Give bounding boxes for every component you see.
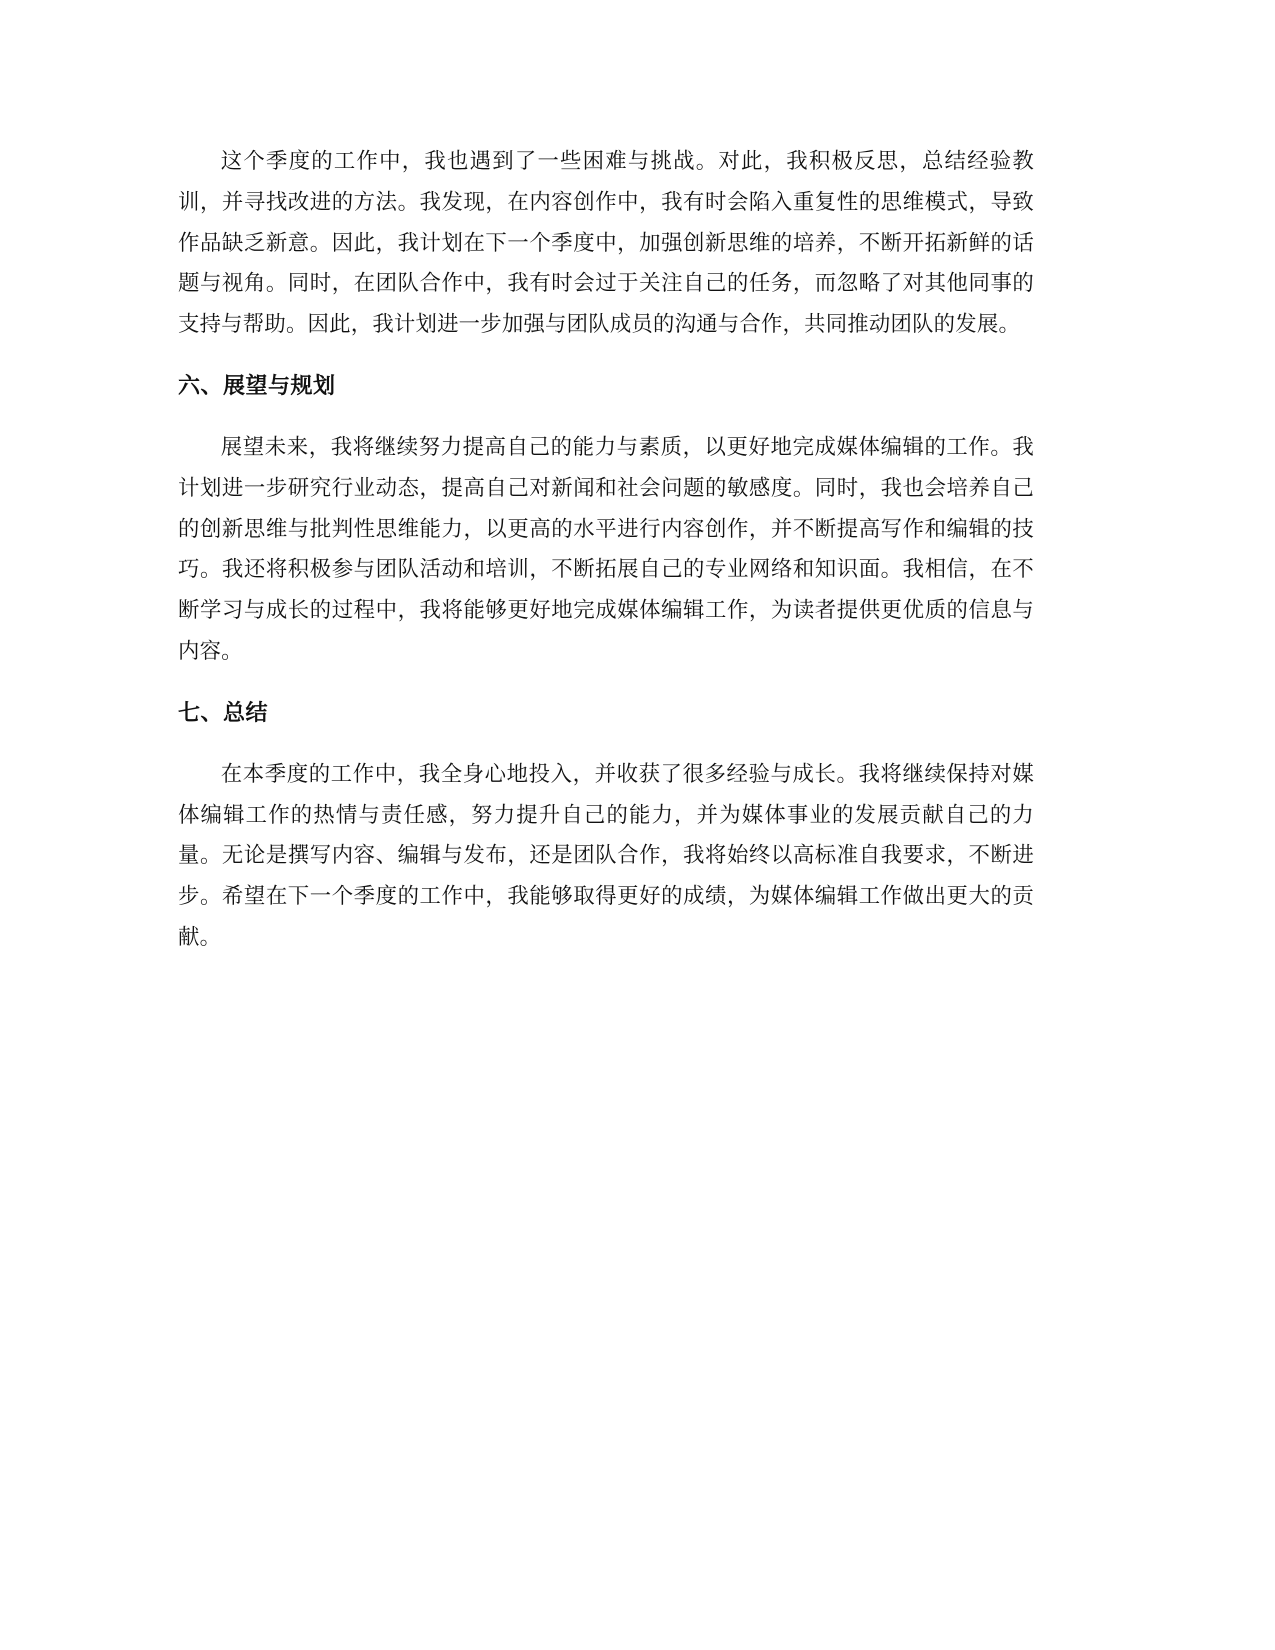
intro-paragraph: 这个季度的工作中，我也遇到了一些困难与挑战。对此，我积极反思，总结经验教训，并寻找改进的方法。我发现，在内容创作中，我有时会陷入重复性的思维模式，导致作品缺乏新意。因此，我计划在下一个季度中，加强创新思维的培养，不断开拓新鲜的话题与视角。同时，在团队合作中，我有时会过于关注自己的任务，而忽略了对其他同事的支持与帮助。因此，我计划进一步加强与团队成员的沟通与合作，共同推动团队的发展。 — [178, 149, 1034, 338]
section-paragraph-outlook: 展望未来，我将继续努力提高自己的能力与素质，以更好地完成媒体编辑的工作。我计划进一步研究行业动态，提高自己对新闻和社会问题的敏感度。同时，我也会培养自己的创新思维与批判性思维能力，以更高的水平进行内容创作，并不断提高写作和编辑的技巧。我还将积极参与团队活动和培训，不断拓展自己的专业网络和知识面。我相信，在不断学习与成长的过程中，我将能够更好地完成媒体编辑工作，为读者提供更优质的信息与内容。 — [178, 434, 1034, 664]
section-heading-summary: 七、总结 — [178, 700, 269, 726]
section-heading-outlook: 六、展望与规划 — [178, 373, 336, 399]
document-page — [178, 142, 1034, 959]
section-paragraph-summary: 在本季度的工作中，我全身心地投入，并收获了很多经验与成长。我将继续保持对媒体编辑工作的热情与责任感，努力提升自己的能力，并为媒体事业的发展贡献自己的力量。无论是撰写内容、编辑与发布，还是团队合作，我将始终以高标准自我要求，不断进步。希望在下一个季度的工作中，我能够取得更好的成绩，为媒体编辑工作做出更大的贡献。 — [178, 761, 1034, 950]
